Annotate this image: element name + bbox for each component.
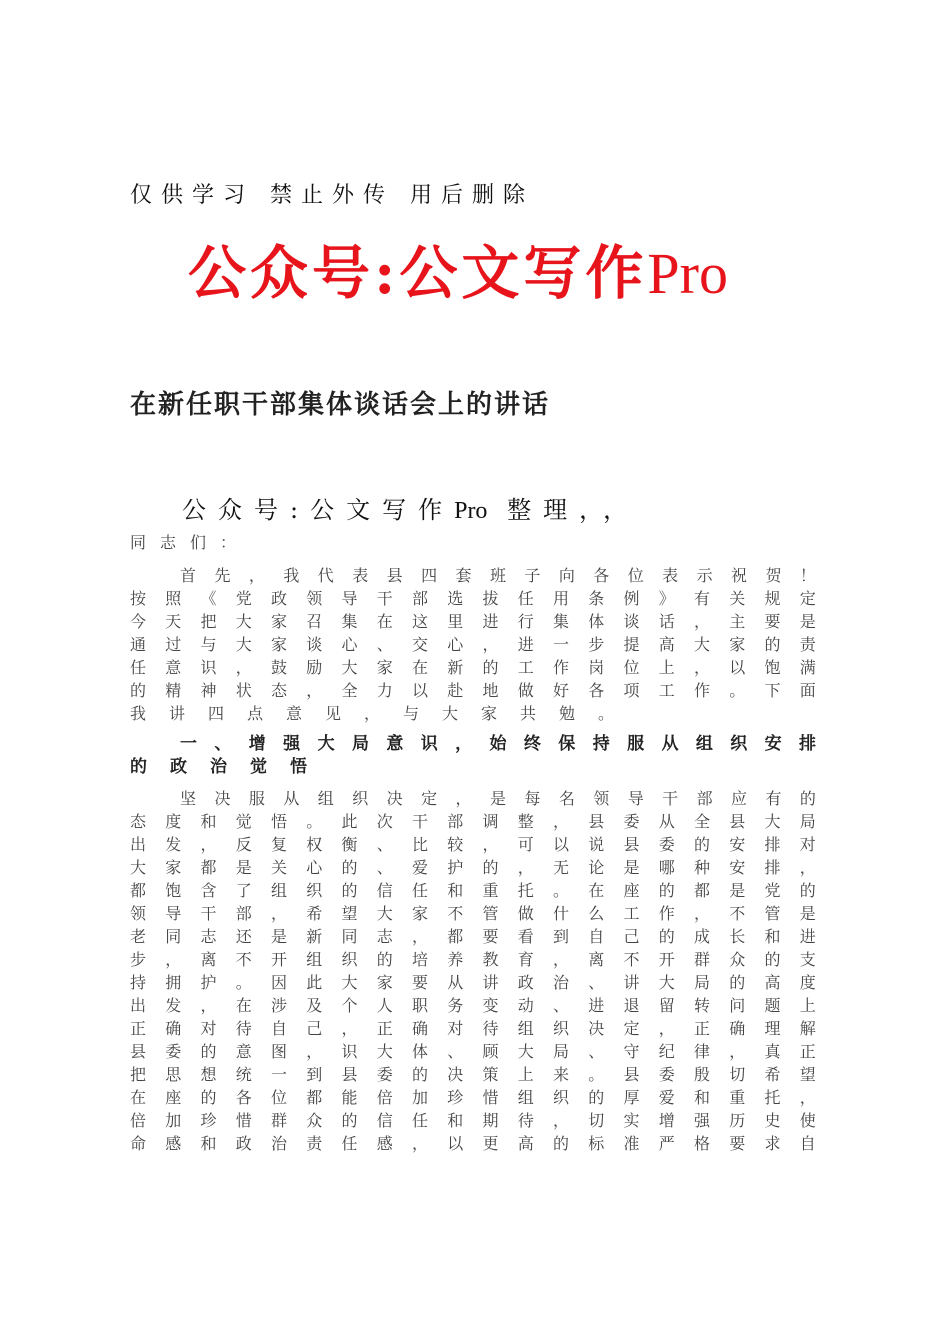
text-line: 的政治觉悟 (130, 757, 330, 777)
text-line: 把思想统一到县委的决策上来。县委殷切希望 (130, 1065, 816, 1084)
text-line: 在座的各位都能倍加珍惜组织的厚爱和重托， (130, 1088, 816, 1107)
text-line: 按照《党政领导干部选拔任用条例》有关规定 (130, 589, 816, 608)
text-line: 坚决服从组织决定，是每名领导干部应有的 (180, 789, 816, 808)
text-line: 出发，反复权衡、比较，可以说县委的安排对 (130, 835, 816, 854)
text-line: 持拥护。因此大家要从讲政治、讲大局的高度 (130, 973, 816, 992)
text-line: 任意识，鼓励大家在新的工作岗位上，以饱满 (130, 658, 816, 677)
text-line: 正确对待自己，正确对待组织决定，正确理解 (130, 1019, 816, 1038)
document-page (130, 0, 816, 1344)
text-line: 今天把大家召集在这里进行集体谈话，主要是 (130, 612, 816, 631)
document-body (130, 564, 816, 1155)
organizer-line (182, 490, 639, 525)
organizer-suffix: 整理，， (487, 496, 640, 524)
brand-latin: Pro (647, 241, 728, 306)
paragraph-intro (130, 564, 816, 725)
text-line: 通过与大家谈心、交心，进一步提高大家的责 (130, 635, 816, 654)
text-line: 首先，我代表县四套班子向各位表示祝贺！ (180, 566, 816, 585)
text-line: 倍加珍惜群众的信任和期待，切实增强历史使 (130, 1111, 816, 1130)
text-line: 县委的意图，识大体、顾大局、守纪律，真正 (130, 1042, 816, 1061)
organizer-prefix: 公众号:公文写作 (182, 496, 455, 524)
organizer-latin: Pro (454, 498, 488, 524)
salutation: 同志们： (130, 533, 251, 552)
text-line: 态度和觉悟。此次干部调整，县委从全县大局 (130, 812, 816, 831)
section-heading-1 (130, 733, 816, 779)
document-title: 在新任职干部集体谈话会上的讲话 (130, 390, 551, 420)
text-line: 都饱含了组织的信任和重托。在座的都是党的 (130, 881, 816, 900)
text-line: 出发，在涉及个人职务变动、进退留转问题上 (130, 996, 816, 1015)
text-line: 领导干部，希望大家不管做什么工作，不管是 (130, 904, 816, 923)
text-line: 命感和政治责任感，以更高的标准严格要求自 (130, 1134, 816, 1153)
text-line: 老同志还是新同志，都要看到自己的成长和进 (130, 927, 816, 946)
distribution-notice: 仅供学习 禁止外传 用后删除 (130, 183, 534, 208)
paragraph-section-1 (130, 787, 816, 1155)
text-line: 步，离不开组织的培养教育，离不开群众的支 (130, 950, 816, 969)
brand-cjk: 公众号:公文写作 (188, 239, 648, 307)
text-line: 我讲四点意见，与大家共勉。 (130, 704, 638, 723)
brand-watermark (188, 226, 728, 310)
text-line: 一、增强大局意识，始终保持服从组织安排 (180, 734, 817, 754)
text-line: 大家都是关心的、爱护的，无论是哪种安排， (130, 858, 816, 877)
text-line: 的精神状态，全力以赴地做好各项工作。下面 (130, 681, 816, 700)
